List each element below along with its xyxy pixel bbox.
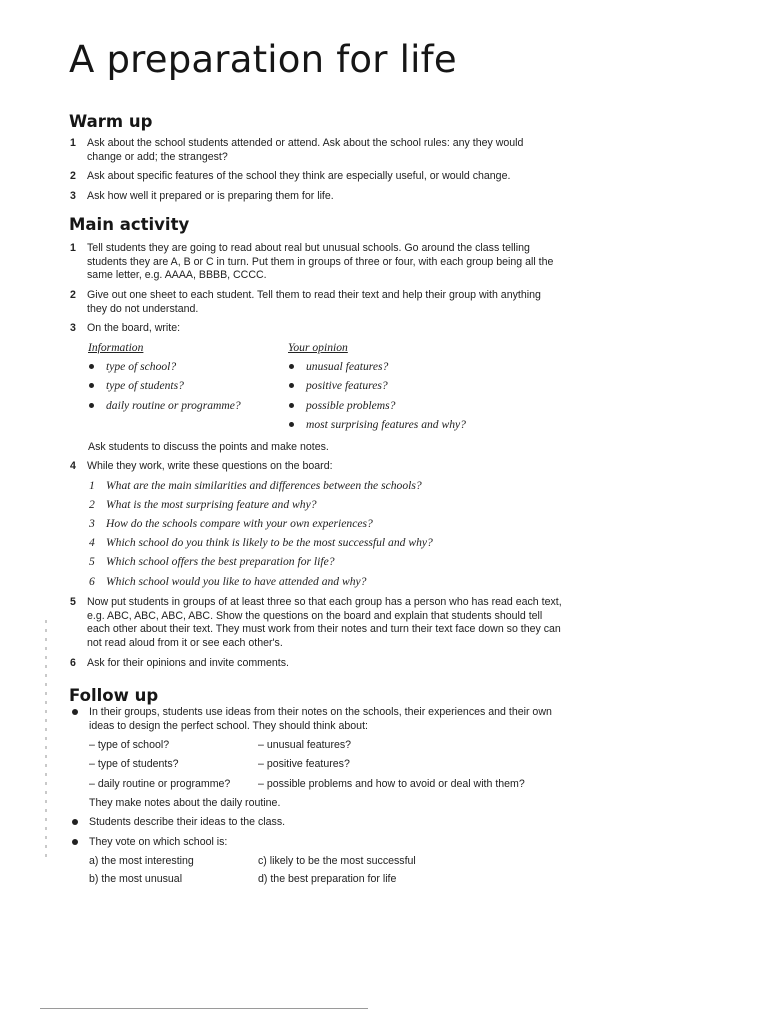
- question-number: 2: [89, 498, 95, 511]
- follow-up-heading: Follow up: [69, 686, 159, 705]
- main-item-2: 2 Give out one sheet to each student. Tell them to read their text and help their group with anything they do not understand.: [70, 289, 541, 315]
- board-info-item-3: daily routine or programme?: [106, 399, 241, 412]
- main-item-6: 6 Ask for their opinions and invite comments.: [70, 657, 289, 669]
- question-number: 5: [89, 555, 95, 568]
- board-opinion-heading: Your opinion: [288, 341, 348, 354]
- vote-option-d: d) the best preparation for life: [258, 873, 397, 885]
- question-2: What is the most surprising feature and why?: [106, 498, 317, 511]
- follow-up-bullet-3: They vote on which school is:: [89, 836, 228, 848]
- follow-up-bullet: [72, 706, 80, 714]
- board-bullet: [289, 403, 294, 408]
- main-item-3: 3 On the board, write:: [70, 322, 181, 334]
- board-opinion-item-3: possible problems?: [306, 399, 396, 412]
- question-3: How do the schools compare with your own experiences?: [106, 517, 373, 530]
- page-title: A preparation for life: [69, 38, 457, 81]
- board-opinion-item-1: unusual features?: [306, 360, 389, 373]
- board-info-item-2: type of students?: [106, 379, 184, 392]
- follow-up-bullet-2: Students describe their ideas to the class.: [89, 816, 286, 828]
- warm-up-item-1: 1 Ask about the school students attended or attend. Ask about the school rules: any they would change or add; the strangest?: [70, 137, 524, 163]
- follow-up-bullet: [72, 836, 80, 844]
- bottom-rule: [40, 1008, 368, 1009]
- question-5: Which school offers the best preparation for life?: [106, 555, 335, 568]
- board-bullet: [89, 403, 94, 408]
- question-6: Which school would you like to have attended and why?: [106, 575, 367, 588]
- main-activity-heading: Main activity: [69, 215, 190, 234]
- question-number: 3: [89, 517, 95, 530]
- question-number: 4: [89, 536, 95, 549]
- board-bullet: [89, 364, 94, 369]
- board-bullet: [289, 364, 294, 369]
- question-1: What are the main similarities and differences between the schools?: [106, 479, 422, 492]
- board-bullet: [289, 422, 294, 427]
- vote-option-b: b) the most unusual: [89, 873, 183, 885]
- discuss-text: Ask students to discuss the points and make notes.: [88, 441, 329, 453]
- main-item-5: 5 Now put students in groups of at least three so that each group has a person who has read each text, e.g. ABC, ABC, ABC, ABC. Show the questions on the board and explain that students should tell each other about their text. They must work from their notes and turn their text face down so they can not read aloud from it or see each other's.: [70, 596, 562, 649]
- notes-text: They make notes about the daily routine.: [89, 797, 281, 809]
- board-opinion-item-4: most surprising features and why?: [306, 418, 466, 431]
- think-right-1: – unusual features?: [258, 739, 352, 751]
- warm-up-heading: Warm up: [69, 112, 153, 131]
- board-opinion-item-2: positive features?: [306, 379, 388, 392]
- question-number: 6: [89, 575, 95, 588]
- think-right-3: – possible problems and how to avoid or deal with them?: [258, 778, 525, 790]
- main-item-4: 4 While they work, write these questions on the board:: [70, 460, 333, 472]
- main-item-1: 1 Tell students they are going to read about real but unusual schools. Go around the class telling students they are A, B or C in turn. Put them in groups of three or four, with each group being all the same letter, e.g. AAAA, BBBB, CCCC.: [70, 242, 554, 281]
- board-information-heading: Information: [88, 341, 144, 354]
- follow-up-bullet: [72, 816, 80, 824]
- board-bullet: [289, 383, 294, 388]
- vote-option-a: a) the most interesting: [89, 855, 194, 867]
- question-4: Which school do you think is likely to be the most successful and why?: [106, 536, 433, 549]
- board-info-item-1: type of school?: [106, 360, 177, 373]
- board-bullet: [89, 383, 94, 388]
- warm-up-item-2: 2 Ask about specific features of the school they think are especially useful, or would change.: [70, 170, 511, 182]
- vote-option-c: c) likely to be the most successful: [258, 855, 416, 867]
- think-left-1: – type of school?: [89, 739, 170, 751]
- follow-up-bullet-1: In their groups, students use ideas from their notes on the schools, their experiences and their own ideas to design the perfect school. They should think about:: [89, 706, 552, 732]
- think-left-3: – daily routine or programme?: [89, 778, 231, 790]
- warm-up-item-3: 3 Ask how well it prepared or is preparing them for life.: [70, 190, 334, 202]
- think-left-2: – type of students?: [89, 758, 179, 770]
- scan-edge-marks: [45, 620, 47, 860]
- question-number: 1: [89, 479, 95, 492]
- think-right-2: – positive features?: [258, 758, 350, 770]
